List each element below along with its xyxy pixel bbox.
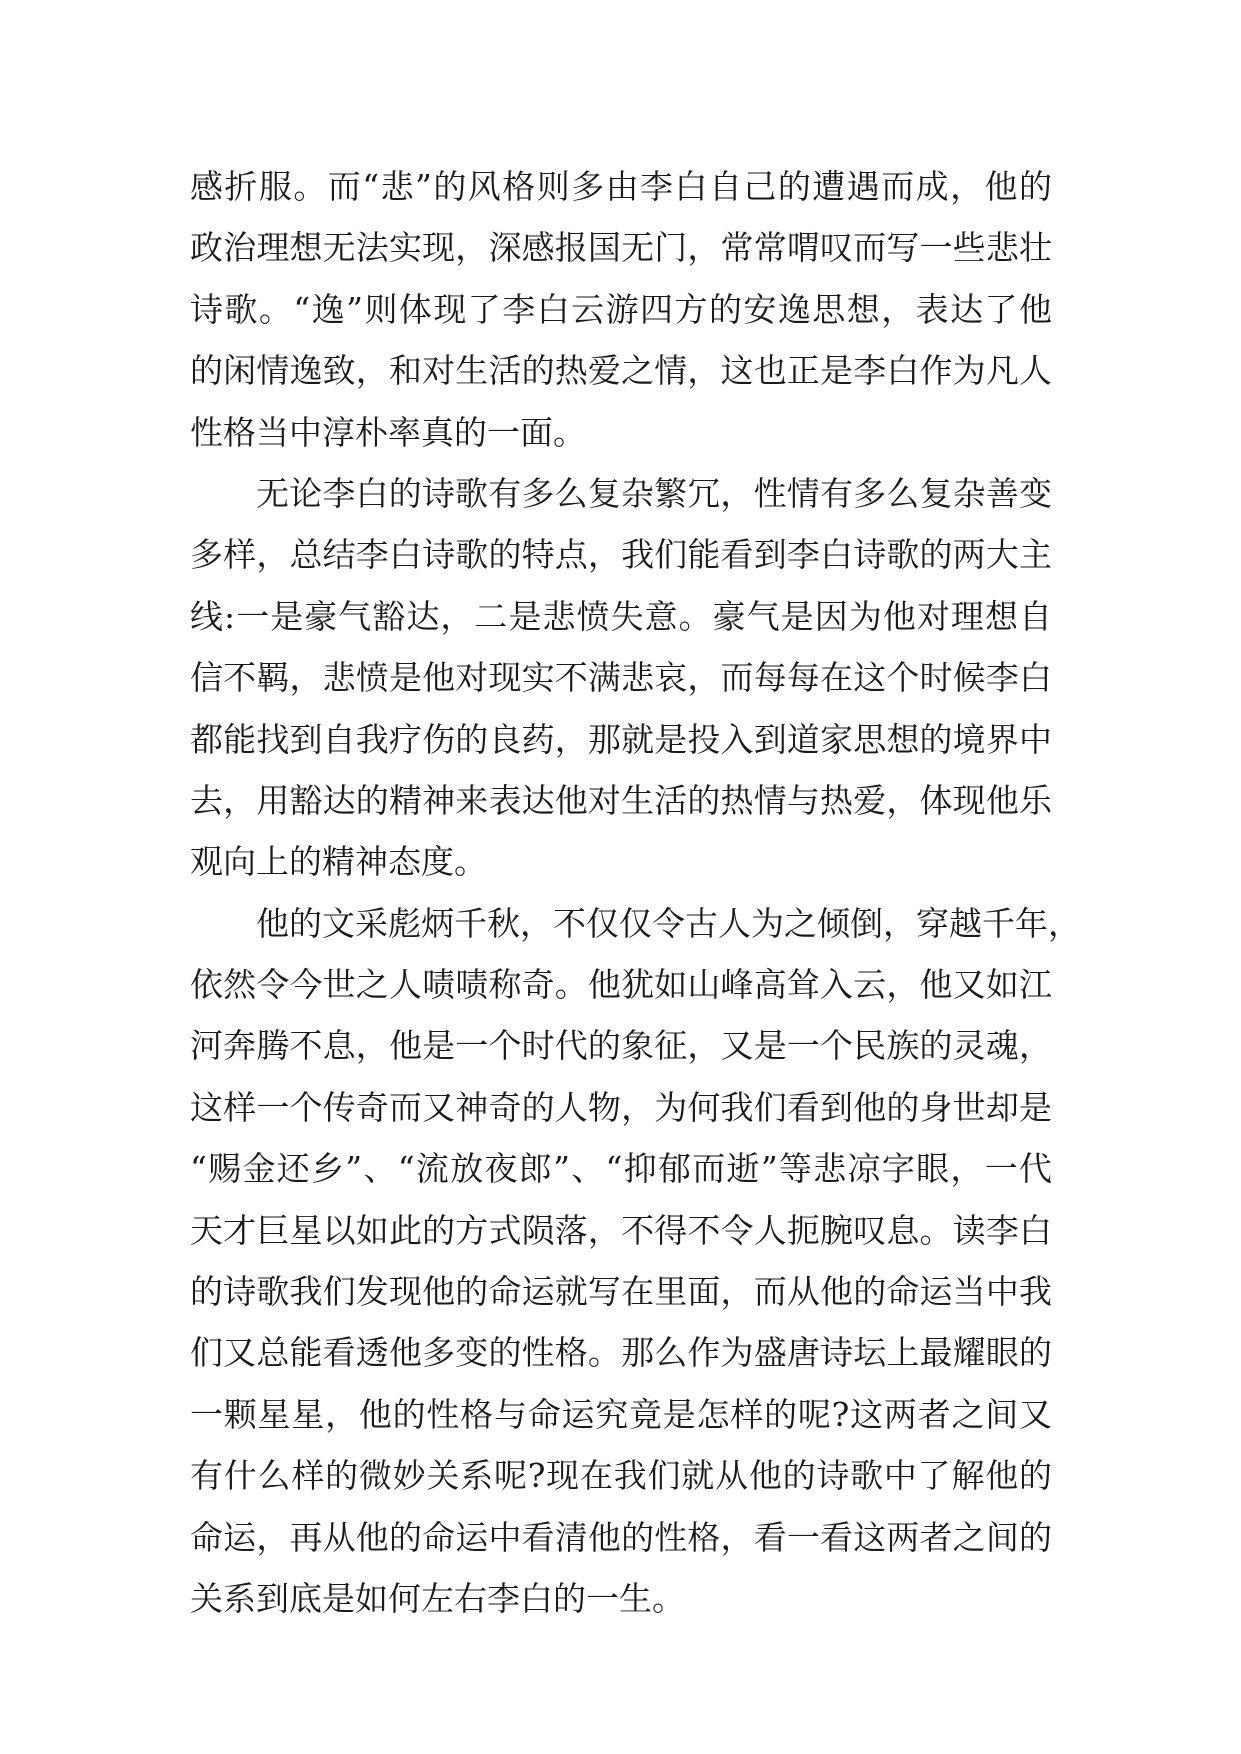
- text-line: 多样，总结李白诗歌的特点，我们能看到李白诗歌的两大主: [190, 535, 1052, 575]
- paragraph-1: [190, 156, 1052, 463]
- text-line: 依然令今世之人啧啧称奇。他犹如山峰高耸入云，他又如江: [190, 965, 1052, 1005]
- text-line: 线:一是豪气豁达，二是悲愤失意。豪气是因为他对理想自: [190, 596, 1052, 636]
- text-line: 命运，再从他的命运中看清他的性格，看一看这两者之间的: [190, 1517, 1052, 1557]
- text-line: 关系到底是如何左右李白的一生。: [190, 1578, 685, 1618]
- paragraph-3: [190, 893, 1081, 1630]
- text-line: 天才巨星以如此的方式陨落，不得不令人扼腕叹息。读李白: [190, 1210, 1052, 1250]
- text-line: 去，用豁达的精神来表达他对生活的热情与热爱，体现他乐: [190, 780, 1052, 820]
- text-line: 们又总能看透他多变的性格。那么作为盛唐诗坛上最耀眼的: [190, 1333, 1052, 1373]
- text-line: 感折服。而“悲”的风格则多由李白自己的遭遇而成，他的: [190, 167, 1052, 206]
- text-line: 这样一个传奇而又神奇的人物，为何我们看到他的身世却是: [190, 1087, 1052, 1127]
- text-line: 诗歌。“逸”则体现了李白云游四方的安逸思想，表达了他: [190, 289, 1052, 329]
- paragraph-2: [190, 463, 1052, 893]
- text-line: 都能找到自我疗伤的良药，那就是投入到道家思想的境界中: [190, 719, 1052, 759]
- text-line: 信不羁，悲愤是他对现实不满悲哀，而每每在这个时候李白: [190, 658, 1052, 698]
- text-line: 的诗歌我们发现他的命运就写在里面，而从他的命运当中我: [190, 1272, 1052, 1312]
- text-line: “赐金还乡”、“流放夜郎”、“抑郁而逝”等悲凉字眼，一代: [190, 1149, 1052, 1189]
- text-line: 的闲情逸致，和对生活的热爱之情，这也正是李白作为凡人: [190, 351, 1052, 391]
- body-text: [190, 156, 1081, 1629]
- text-line: 政治理想无法实现，深感报国无门，常常喟叹而写一些悲壮: [190, 228, 1052, 268]
- text-line: 一颗星星，他的性格与命运究竟是怎样的呢?这两者之间又: [190, 1394, 1052, 1434]
- text-line: 河奔腾不息，他是一个时代的象征，又是一个民族的灵魂，: [190, 1026, 1052, 1066]
- text-line: 他的文采彪炳千秋，不仅仅令古人为之倾倒，穿越千年，: [256, 903, 1081, 943]
- text-line: 观向上的精神态度。: [190, 842, 487, 882]
- text-line: 性格当中淳朴率真的一面。: [190, 412, 586, 452]
- text-line: 无论李白的诗歌有多么复杂繁冗，性情有多么复杂善变: [256, 473, 1052, 513]
- text-line: 有什么样的微妙关系呢?现在我们就从他的诗歌中了解他的: [190, 1456, 1052, 1496]
